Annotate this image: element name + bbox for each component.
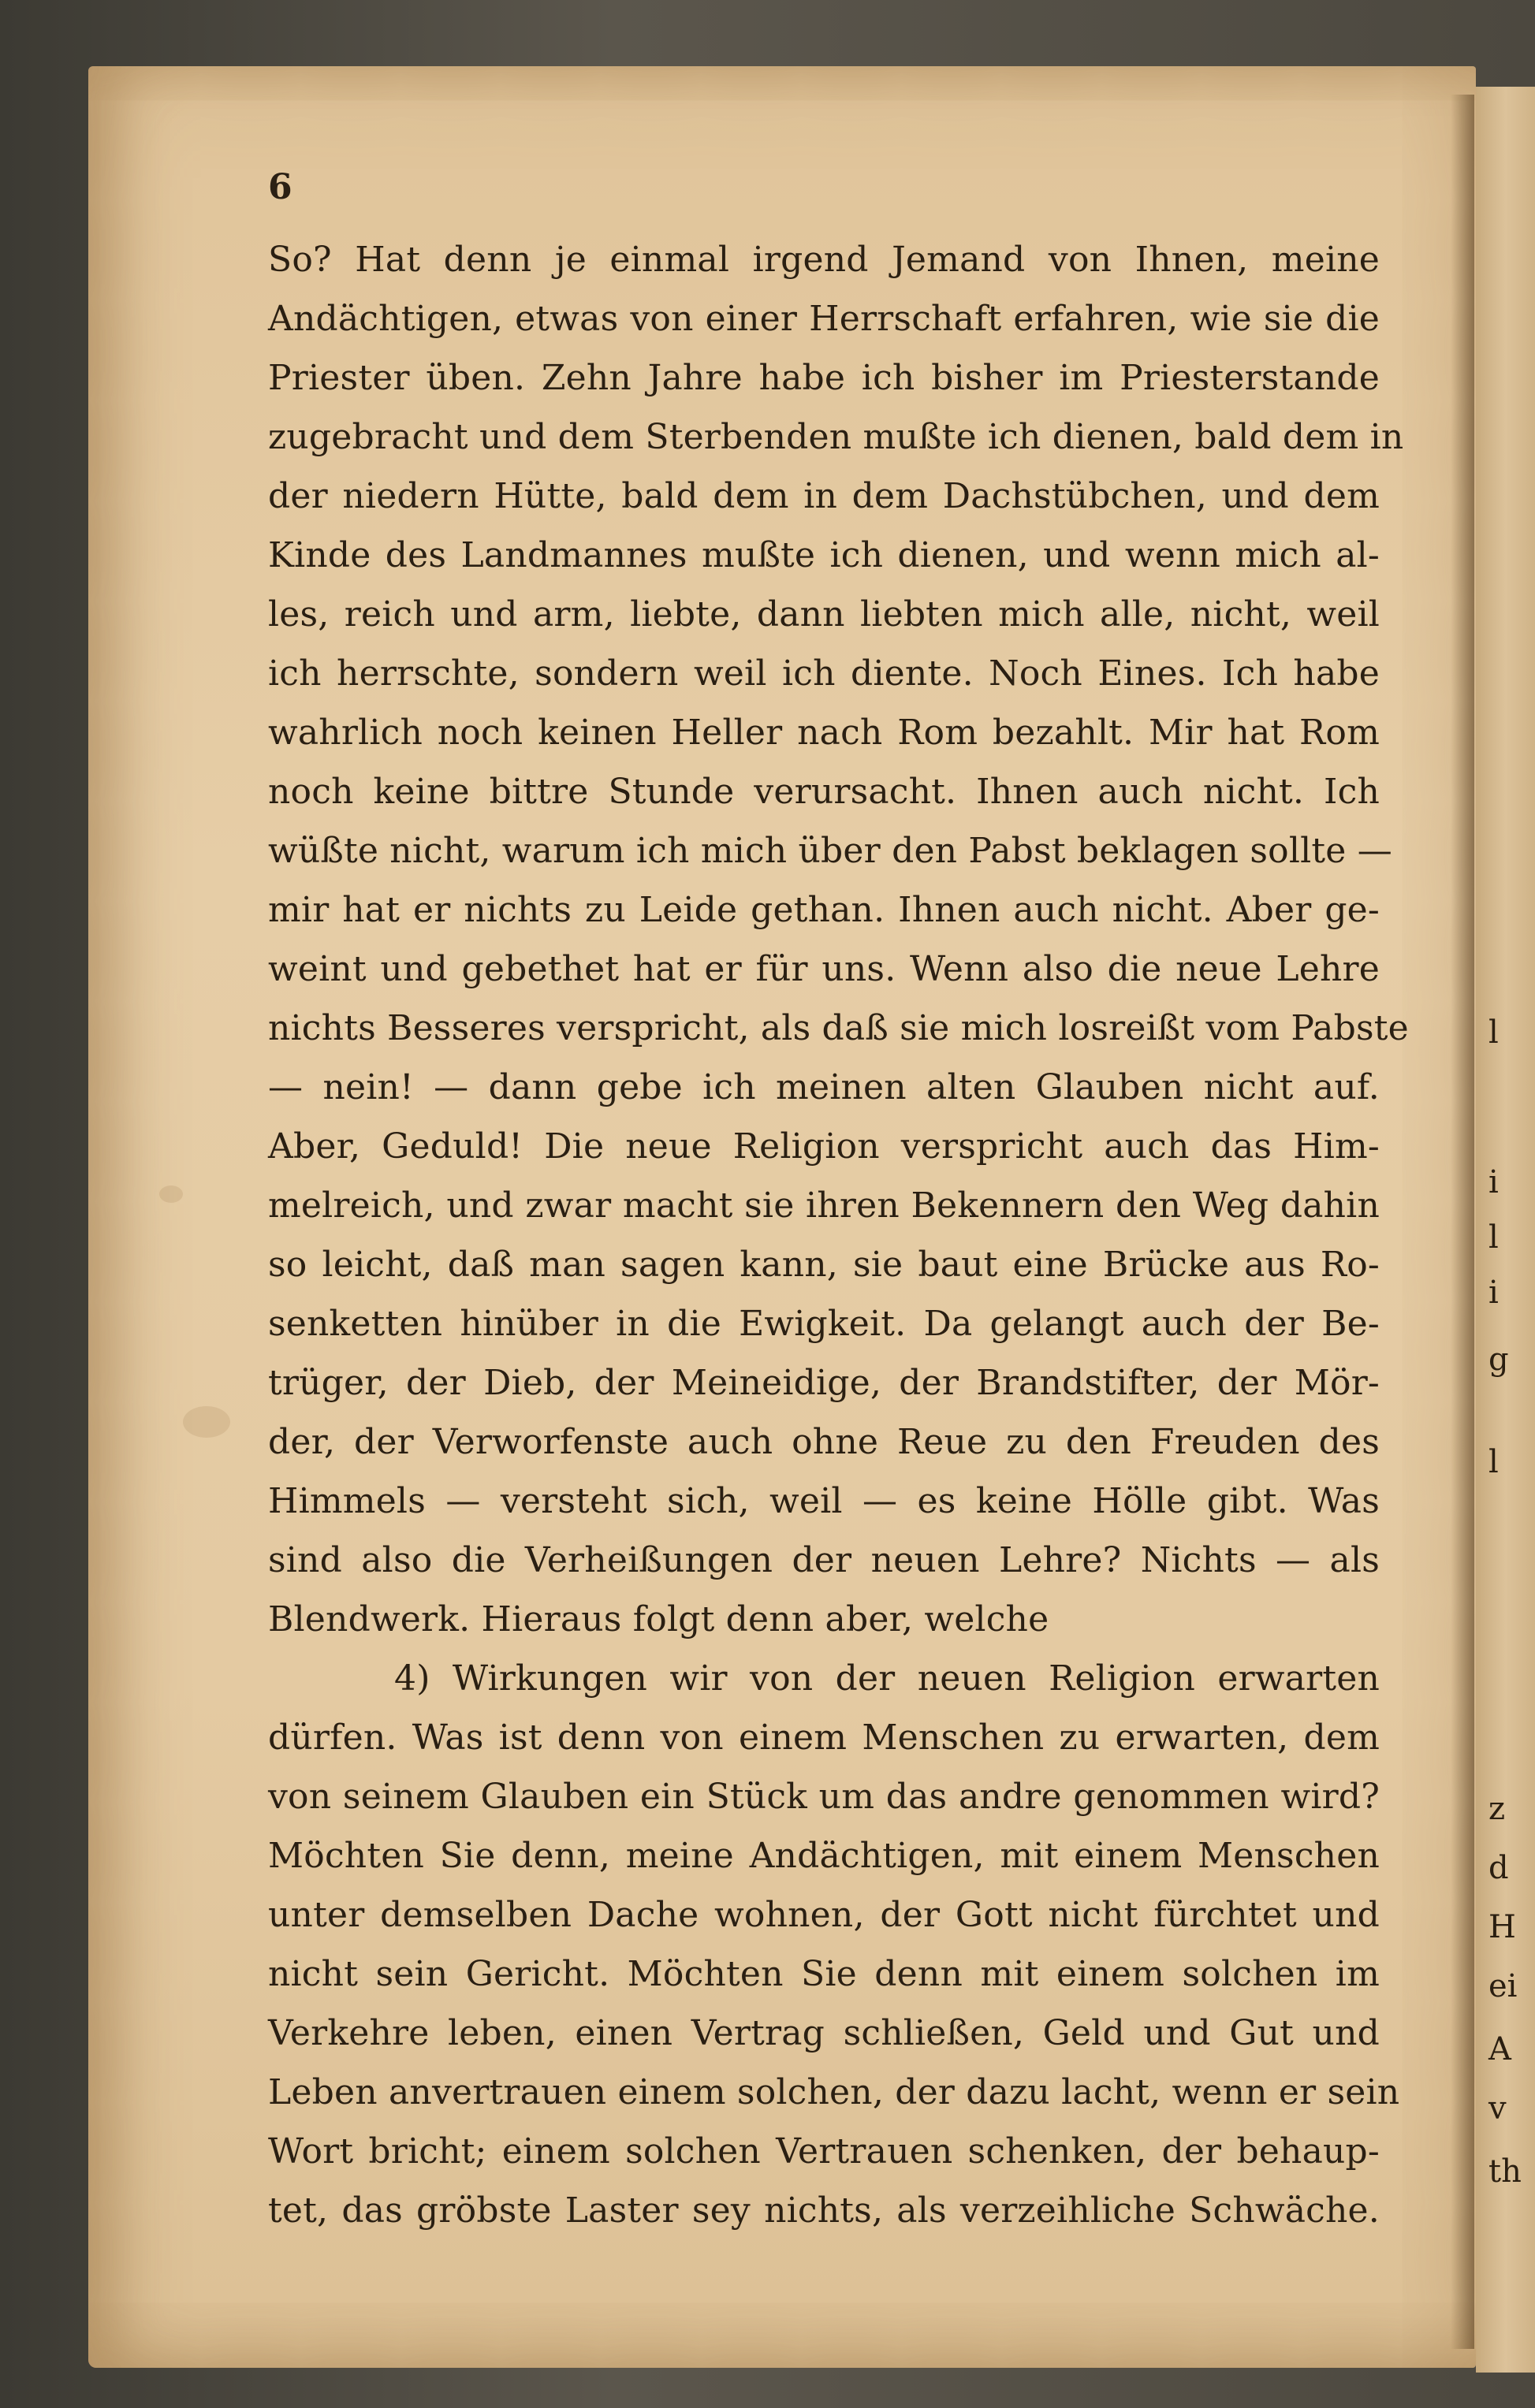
facing-page-fragment: l [1488, 1219, 1499, 1256]
text-line: So? Hat denn je einmal irgend Jemand von Ihnen, meine [268, 240, 1380, 280]
text-line: melreich, und zwar macht sie ihren Bekennern den Weg dahin [268, 1185, 1380, 1226]
facing-page-fragment: g [1488, 1342, 1509, 1378]
facing-page-fragment: z [1488, 1791, 1506, 1827]
facing-page-edge [1476, 87, 1535, 2373]
text-line: Kinde des Landmannes mußte ich dienen, und wenn mich al- [268, 535, 1380, 575]
body-text [268, 230, 1409, 2240]
book-gutter-shadow [1451, 95, 1474, 2349]
text-line: unter demselben Dache wohnen, der Gott nicht fürchtet und [268, 1895, 1380, 1935]
text-line: — nein! — dann gebe ich meinen alten Glauben nicht auf. [268, 1067, 1380, 1107]
facing-page-fragment: th [1488, 2153, 1522, 2190]
facing-page-fragment: i [1488, 1275, 1499, 1311]
text-line: Verkehre leben, einen Vertrag schließen, Geld und Gut und [268, 2013, 1380, 2053]
text-line: Priester üben. Zehn Jahre habe ich bisher im Priesterstande [268, 358, 1380, 398]
text-line: der, der Verworfenste auch ohne Reue zu den Freuden des [268, 1422, 1380, 1462]
text-line: Andächtigen, etwas von einer Herrschaft erfahren, wie sie die [268, 299, 1380, 339]
text-line: les, reich und arm, liebte, dann liebten mich alle, nicht, weil [268, 594, 1380, 635]
text-line: weint und gebethet hat er für uns. Wenn also die neue Lehre [268, 949, 1380, 989]
text-line: nicht sein Gericht. Möchten Sie denn mit einem solchen im [268, 1954, 1380, 1994]
text-line: Himmels — versteht sich, weil — es keine Hölle gibt. Was [268, 1481, 1380, 1521]
facing-page-fragment: d [1488, 1850, 1509, 1886]
text-line: Möchten Sie denn, meine Andächtigen, mit einem Menschen [268, 1836, 1380, 1876]
page-stain [183, 1406, 230, 1438]
page-stain [159, 1185, 183, 1203]
text-line: Leben anvertrauen einem solchen, der dazu lacht, wenn er sein [268, 2072, 1400, 2112]
text-line: senketten hinüber in die Ewigkeit. Da gelangt auch der Be- [268, 1304, 1380, 1344]
text-line: noch keine bittre Stunde verursacht. Ihnen auch nicht. Ich [268, 772, 1380, 812]
text-line: Aber, Geduld! Die neue Religion verspricht auch das Him- [268, 1126, 1380, 1167]
facing-page-fragment: i [1488, 1164, 1499, 1200]
facing-page-fragment: l [1488, 1014, 1499, 1051]
text-line: Blendwerk. Hieraus folgt denn aber, welche [268, 1599, 1049, 1639]
text-line: von seinem Glauben ein Stück um das andre genommen wird? [268, 1777, 1380, 1817]
facing-page-fragment: ei [1488, 1968, 1518, 2004]
text-line: tet, das gröbste Laster sey nichts, als verzeihliche Schwäche. [268, 2190, 1380, 2231]
text-line: dürfen. Was ist denn von einem Menschen zu erwarten, dem [268, 1718, 1380, 1758]
text-line: der niedern Hütte, bald dem in dem Dachstübchen, und dem [268, 476, 1380, 516]
facing-page-fragment: l [1488, 1444, 1499, 1480]
text-line: ich herrschte, sondern weil ich diente. Noch Eines. Ich habe [268, 653, 1380, 694]
facing-page-fragment: H [1488, 1909, 1516, 1945]
text-line: nichts Besseres verspricht, als daß sie mich losreißt vom Pabste [268, 1008, 1409, 1048]
text-line: zugebracht und dem Sterbenden mußte ich dienen, bald dem in [268, 417, 1404, 457]
text-line: wüßte nicht, warum ich mich über den Pabst beklagen sollte — [268, 831, 1392, 871]
facing-page-fragment: A [1488, 2031, 1511, 2067]
text-line: mir hat er nichts zu Leide gethan. Ihnen auch nicht. Aber ge- [268, 890, 1380, 930]
text-line: sind also die Verheißungen der neuen Lehre? Nichts — als [268, 1540, 1380, 1580]
facing-page-fragment: v [1488, 2090, 1507, 2127]
text-line: wahrlich noch keinen Heller nach Rom bezahlt. Mir hat Rom [268, 713, 1380, 753]
text-line: so leicht, daß man sagen kann, sie baut eine Brücke aus Ro- [268, 1245, 1380, 1285]
section-heading-line: 4) Wirkungen wir von der neuen Religion erwarten [394, 1658, 1380, 1699]
page-number: 6 [268, 167, 292, 207]
text-line: Wort bricht; einem solchen Vertrauen schenken, der behaup- [268, 2131, 1380, 2172]
text-line: trüger, der Dieb, der Meineidige, der Brandstifter, der Mör- [268, 1363, 1380, 1403]
